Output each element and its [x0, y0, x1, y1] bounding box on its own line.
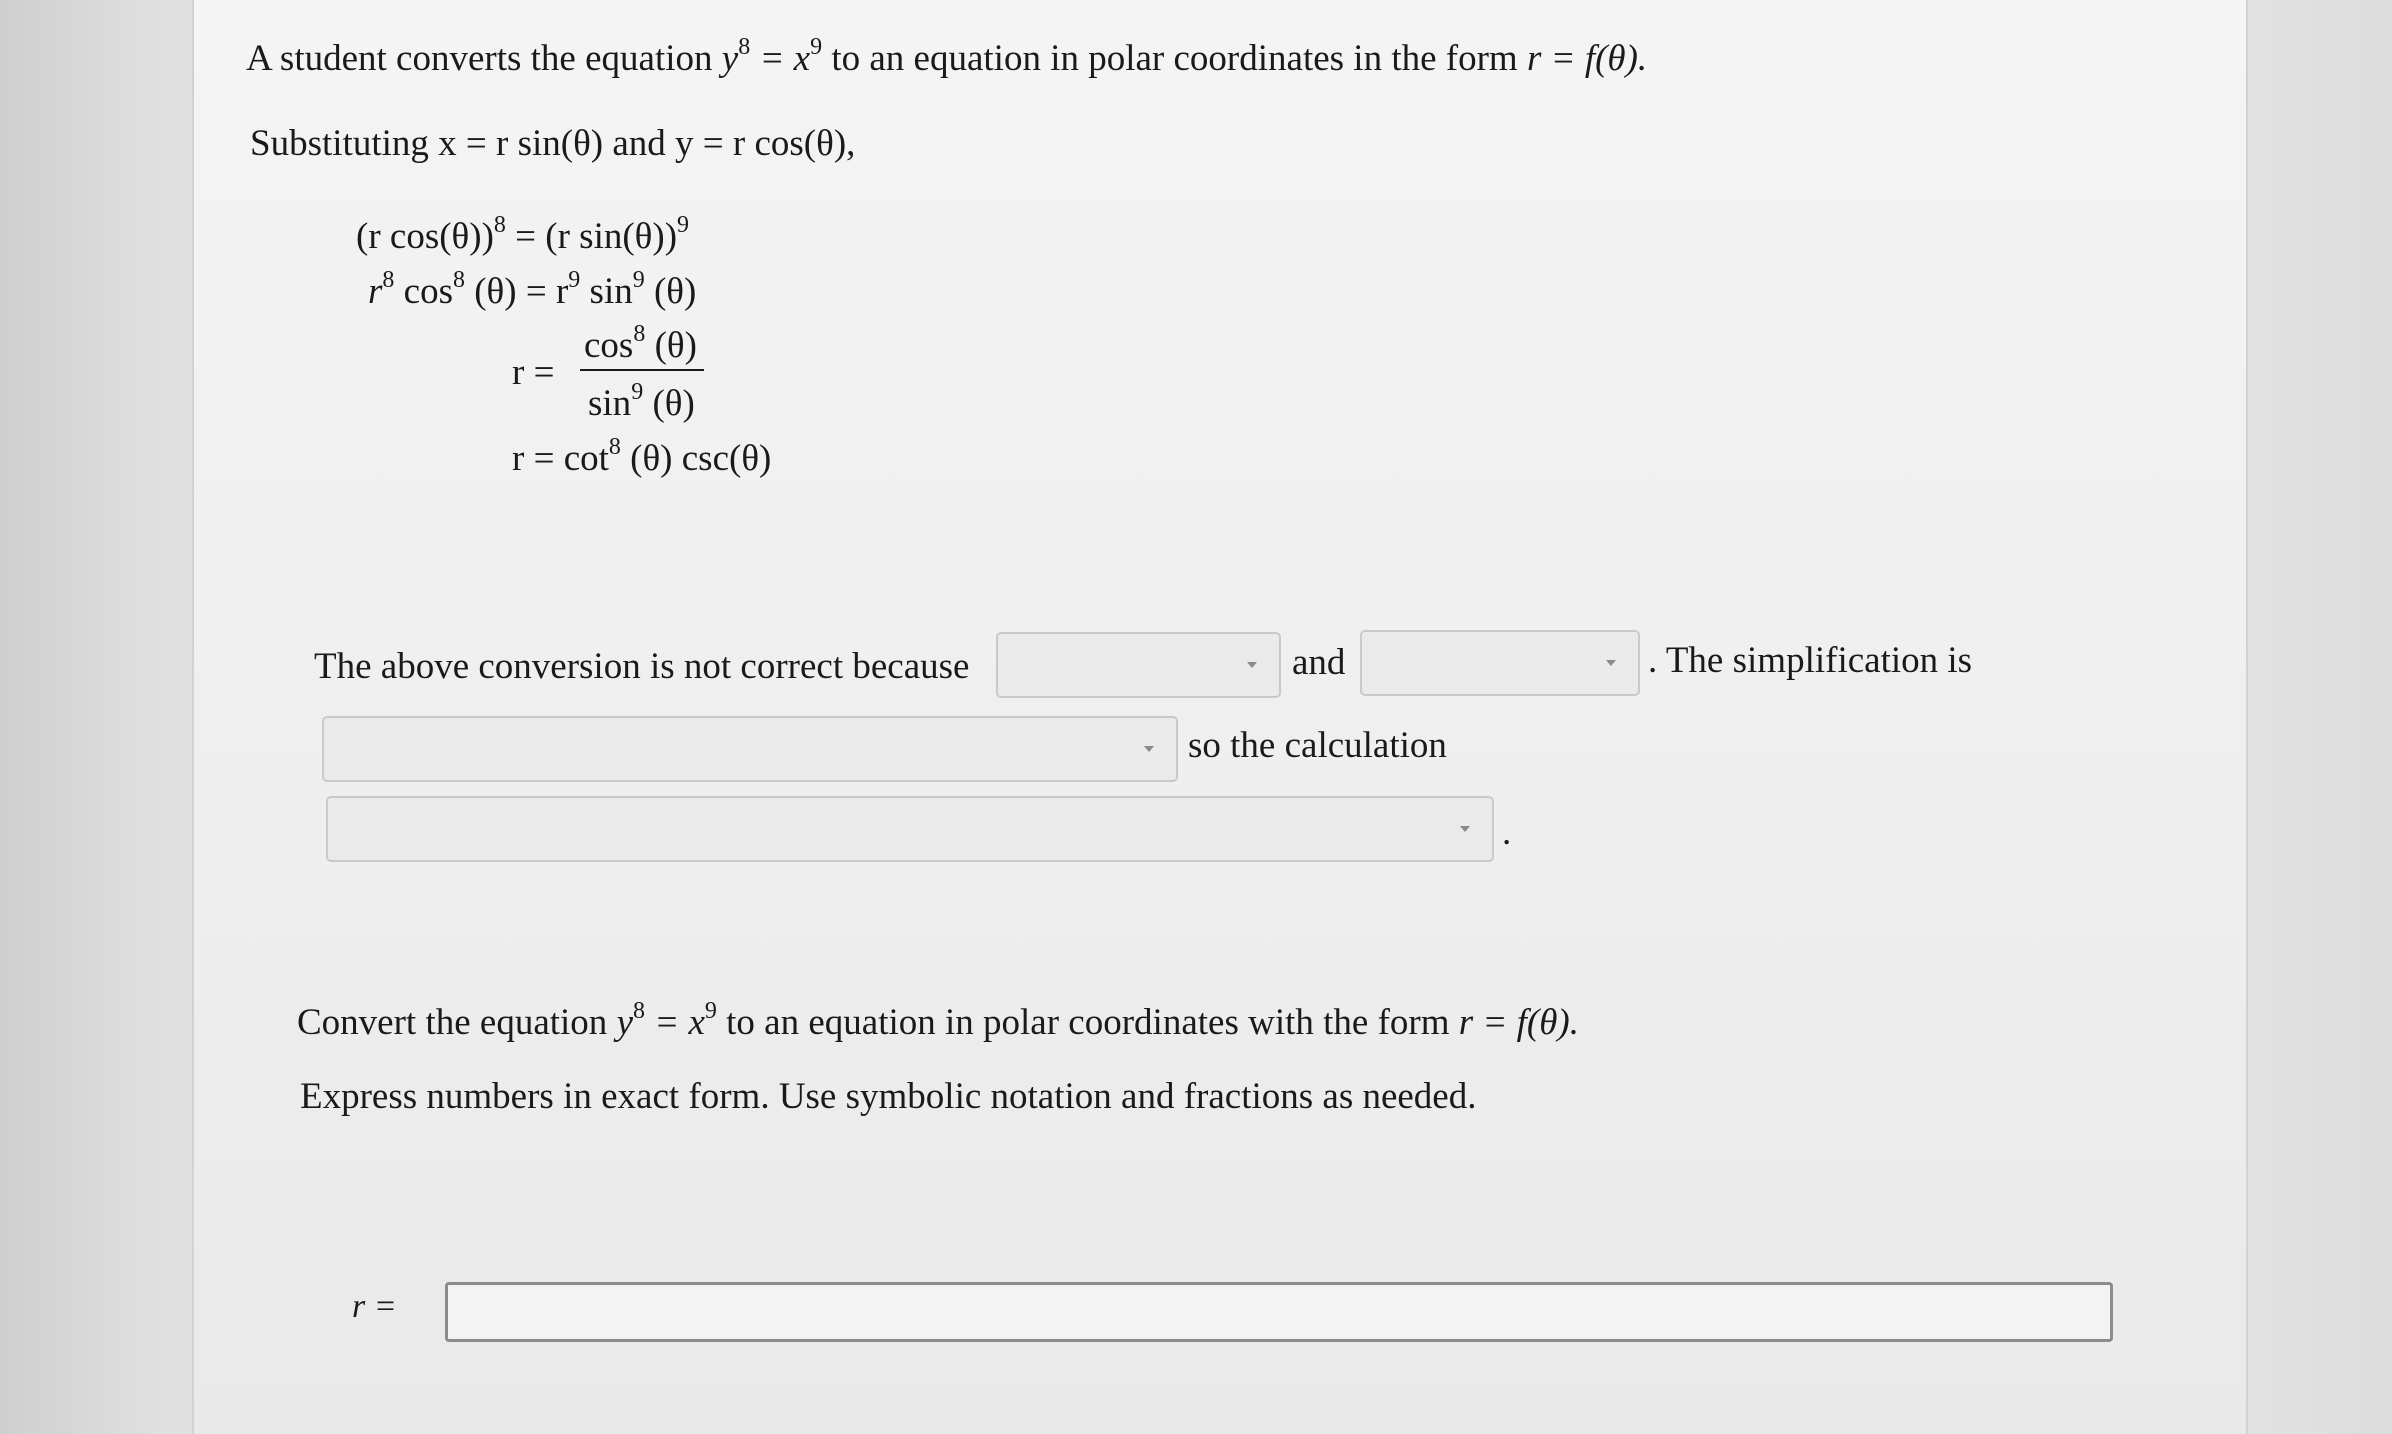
intro-post: to an equation in polar coordinates in the form: [822, 38, 1527, 79]
simplification-dropdown[interactable]: [322, 716, 1178, 782]
frac-den-sin: sin: [588, 383, 632, 424]
conversion-text-before: The above conversion is not correct because: [314, 646, 970, 687]
conversion-period: .: [1502, 812, 1512, 853]
frac-den-exp: 9: [631, 379, 644, 405]
calculation-dropdown[interactable]: [326, 796, 1494, 862]
convert-pre: Convert the equation: [297, 1002, 617, 1043]
step2-sin-exp: 9: [632, 267, 645, 293]
step2-eq: (θ) = r: [464, 271, 569, 312]
convert-post: to an equation in polar coordinates with the form: [716, 1002, 1459, 1043]
convert-instruction: [297, 998, 1579, 1043]
step2-cos-exp: 8: [452, 267, 465, 293]
problem-intro: [246, 34, 1648, 79]
chevron-down-icon: [1144, 746, 1154, 752]
step-line-1: [356, 212, 690, 257]
fraction-bar: [580, 369, 704, 371]
step-line-2: [368, 267, 697, 312]
convert-exp9: 9: [704, 998, 717, 1024]
step-line-4: [512, 434, 772, 479]
step4-csc: (θ) csc(θ): [620, 438, 772, 479]
step4-cot: r = cot: [512, 438, 609, 479]
step1-rexp: 9: [677, 212, 690, 238]
intro-exp-9: 9: [810, 34, 823, 60]
step-frac-numerator: [584, 321, 697, 366]
step1-right: = (r sin(θ)): [505, 216, 678, 257]
step-frac-denominator: [588, 379, 695, 424]
step2-theta: (θ): [644, 271, 697, 312]
exact-form-instructions: Express numbers in exact form. Use symbolic notation and fractions as needed.: [300, 1076, 1477, 1117]
intro-x: = x: [750, 38, 811, 79]
step2-r: r: [368, 271, 383, 312]
chevron-down-icon: [1606, 660, 1616, 666]
reason-dropdown-2[interactable]: [1360, 630, 1640, 696]
intro-form: r = f(θ).: [1526, 38, 1648, 79]
step2-sin: sin: [580, 271, 633, 312]
frac-den-arg: (θ): [643, 383, 695, 424]
convert-y: y: [616, 1002, 633, 1043]
step2-r9-exp: 9: [568, 267, 581, 293]
step1-exp: 8: [493, 212, 506, 238]
step-frac-lhs: r =: [512, 352, 555, 393]
intro-text: A student converts the equation: [246, 38, 722, 79]
frac-num-cos: cos: [584, 325, 634, 366]
intro-exp-8: 8: [738, 34, 751, 60]
frac-num-exp: 8: [633, 321, 646, 347]
intro-y: y: [721, 38, 739, 79]
frac-num-arg: (θ): [645, 325, 697, 366]
convert-form: r = f(θ).: [1458, 1002, 1579, 1043]
conversion-so: so the calculation: [1188, 725, 1447, 766]
step4-exp: 8: [608, 434, 621, 460]
conversion-simplification: . The simplification is: [1648, 640, 1973, 681]
chevron-down-icon: [1460, 826, 1470, 832]
substituting-line: Substituting x = r sin(θ) and y = r cos(θ),: [250, 123, 856, 164]
step1-left: (r cos(θ)): [356, 216, 494, 257]
convert-exp8: 8: [633, 998, 645, 1024]
conversion-and: and: [1292, 642, 1346, 683]
step2-cos: cos: [394, 271, 453, 312]
answer-input[interactable]: [445, 1282, 2113, 1342]
reason-dropdown-1[interactable]: [996, 632, 1281, 698]
chevron-down-icon: [1247, 662, 1257, 668]
convert-x: = x: [645, 1002, 705, 1043]
step2-r-exp: 8: [382, 267, 395, 293]
answer-label: r =: [352, 1288, 397, 1325]
